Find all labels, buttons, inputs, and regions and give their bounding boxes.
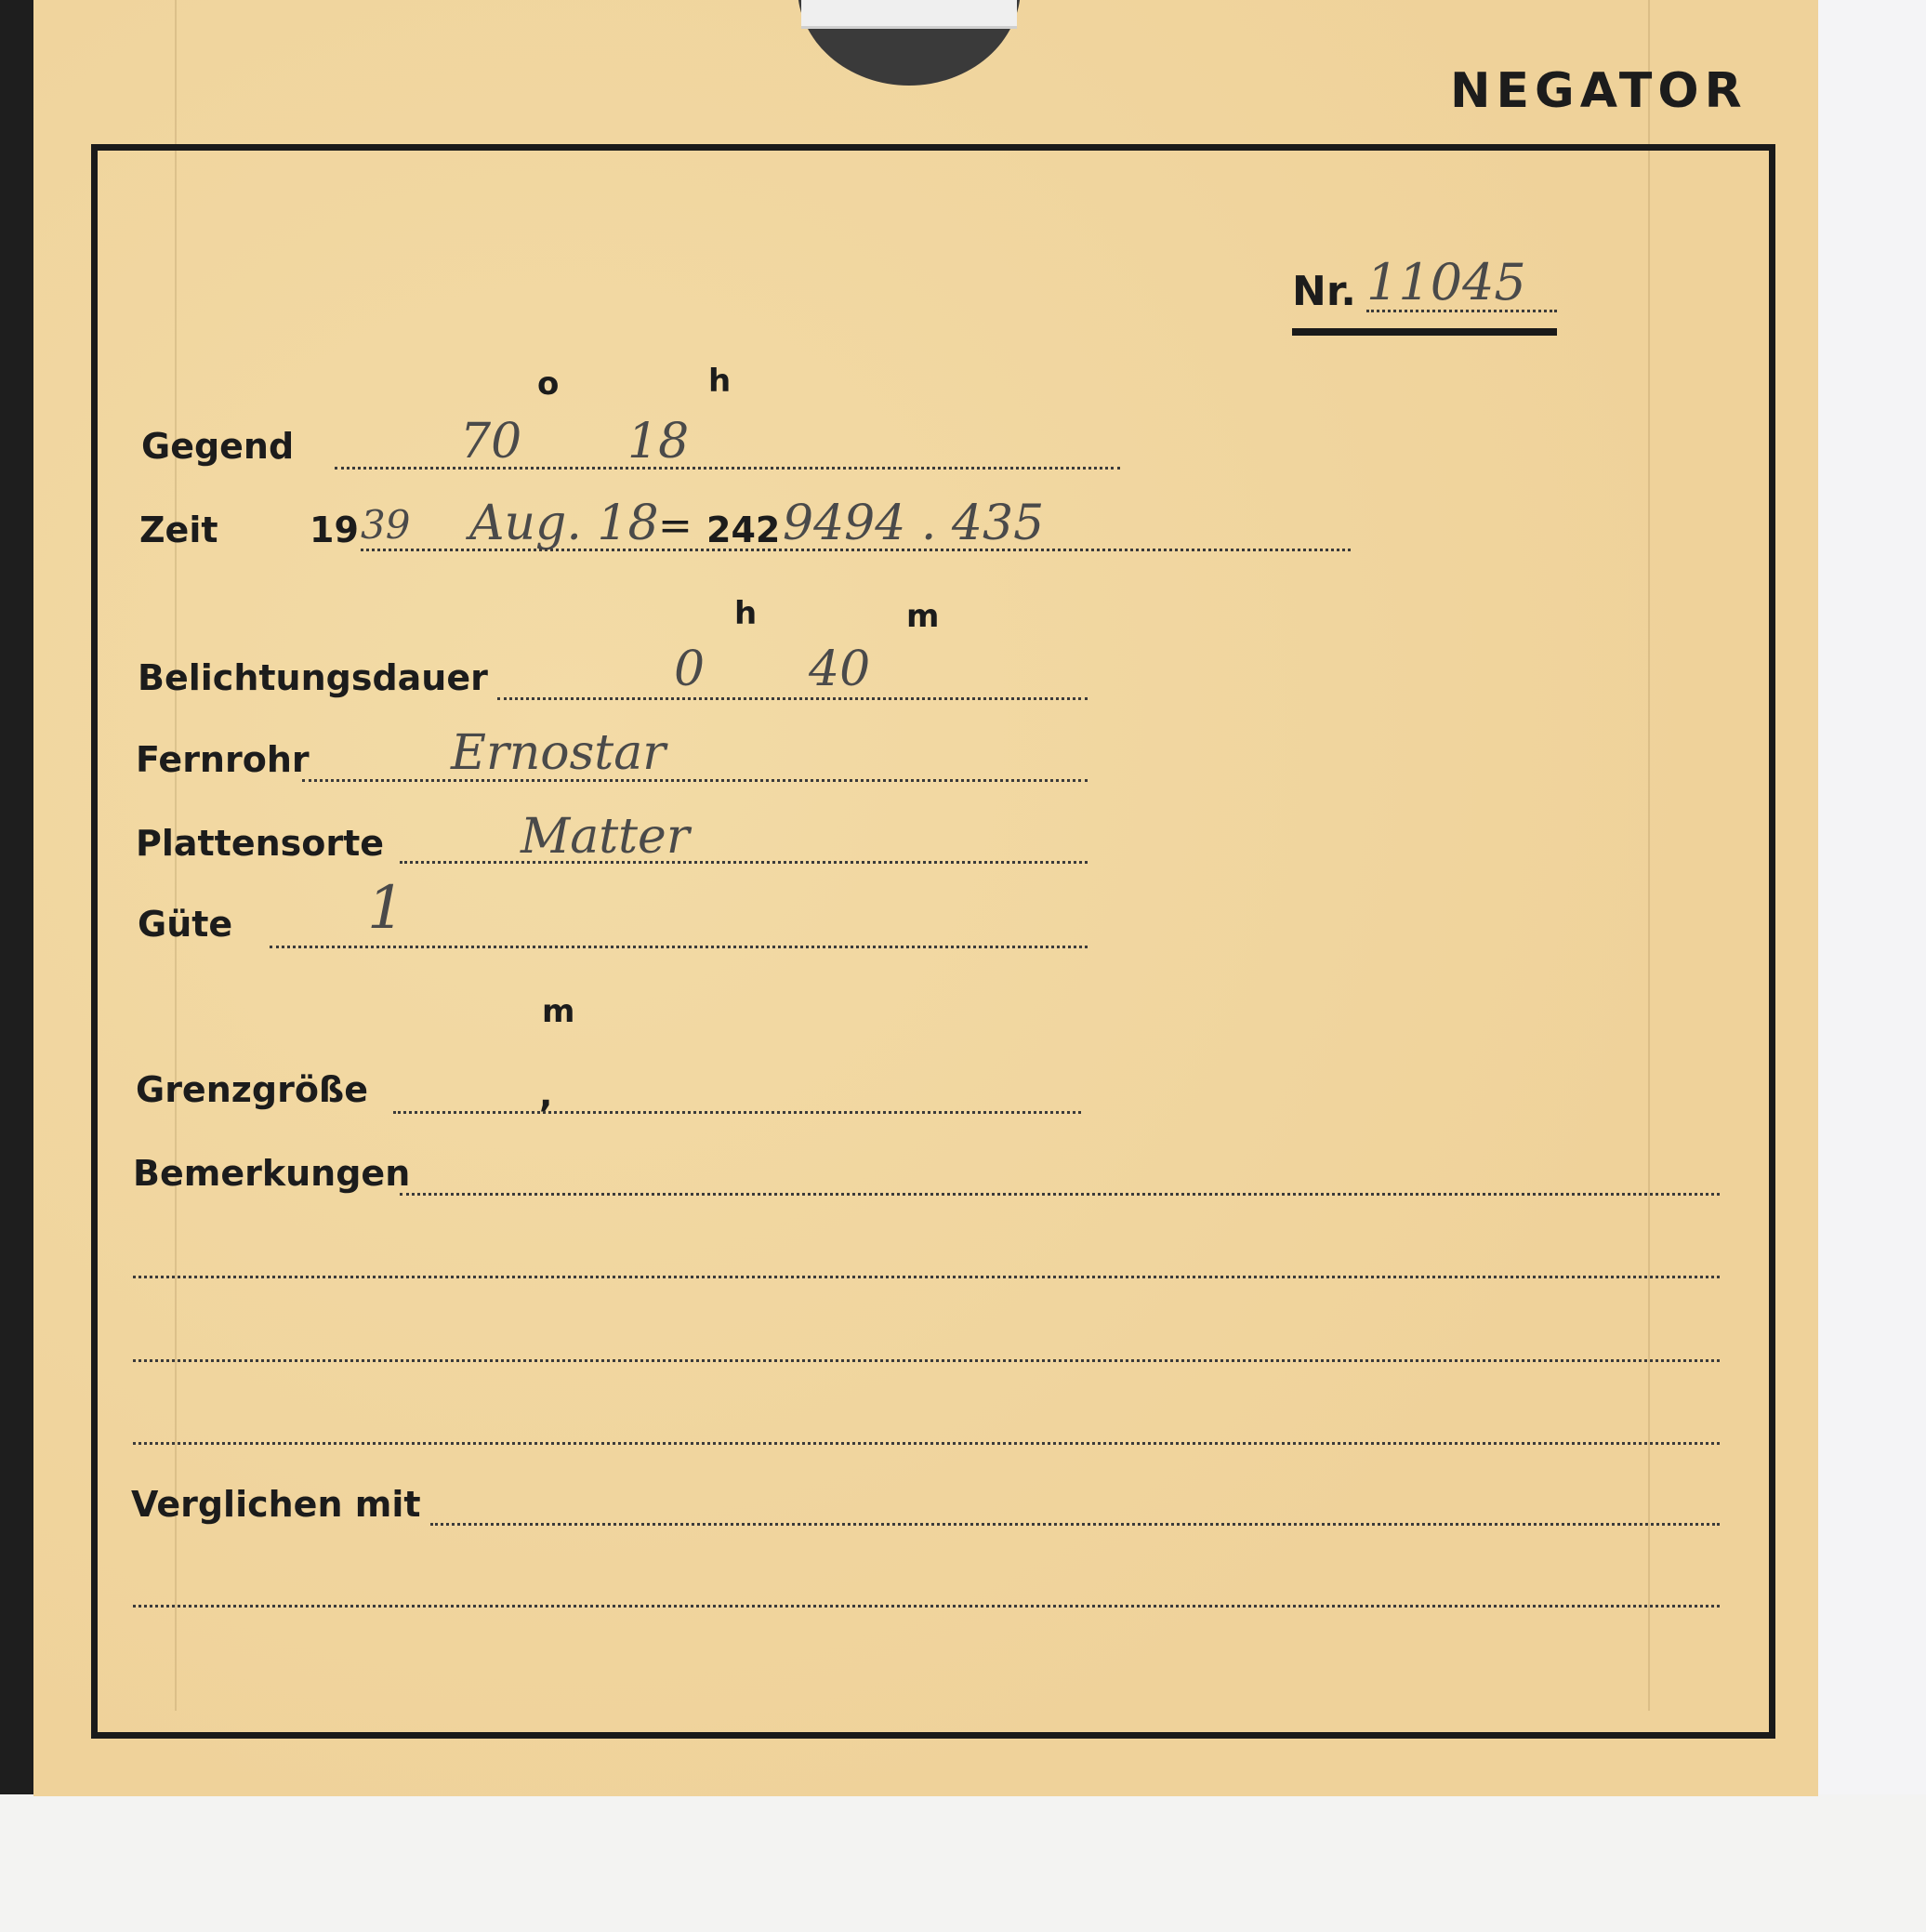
number-dotted-line: [1366, 310, 1557, 312]
zeit-jd-value: 9494 . 435: [783, 496, 1045, 551]
belichtung-label: Belichtungsdauer: [138, 657, 488, 698]
guete-label: Güte: [138, 904, 233, 945]
plattensorte-value: Matter: [521, 809, 690, 865]
plattensorte-label: Plattensorte: [136, 823, 385, 864]
fernrohr-dotted-line: [302, 779, 1088, 782]
bemerkungen-dotted-line-2: [133, 1276, 1720, 1278]
brand-title: NEGATOR: [1450, 63, 1748, 119]
scan-background-bottom: [0, 1794, 1926, 1932]
zeit-year-suffix: 39: [361, 502, 411, 548]
number-value: 11045: [1366, 253, 1526, 311]
bemerkungen-dotted-line-4: [133, 1442, 1720, 1445]
scanner-edge: [0, 0, 35, 1804]
verglichen-dotted-line-1: [430, 1523, 1720, 1526]
verglichen-dotted-line-2: [133, 1605, 1720, 1608]
gegend-degree-mark: o: [537, 365, 560, 403]
belichtung-minute-mark: m: [906, 598, 940, 635]
belichtung-minutes: 40: [809, 642, 871, 697]
bemerkungen-dotted-line-1: [400, 1193, 1720, 1196]
grenzgroesse-comma: ,: [539, 1074, 553, 1115]
bemerkungen-dotted-line-3: [133, 1359, 1720, 1362]
belichtung-hour-mark: h: [734, 595, 758, 632]
zeit-jd-prefix: 242: [706, 509, 781, 550]
scan-background-right: [1817, 0, 1926, 1804]
number-label: Nr.: [1292, 268, 1356, 315]
zeit-label: Zeit: [139, 509, 218, 550]
guete-dotted-line: [270, 946, 1088, 948]
plattensorte-dotted-line: [400, 861, 1088, 864]
gegend-value-1: 70: [460, 414, 522, 470]
gegend-label: Gegend: [141, 426, 295, 467]
belichtung-dotted-line: [497, 697, 1088, 700]
grenzgroesse-label: Grenzgröße: [136, 1069, 369, 1110]
gegend-value-2: 18: [627, 414, 690, 470]
gegend-dotted-line: [335, 467, 1120, 470]
zeit-year-prefix: 19: [310, 509, 359, 550]
grenzgroesse-dotted-line: [393, 1111, 1081, 1114]
grenzgroesse-magnitude-mark: m: [542, 993, 575, 1030]
number-underline: [1292, 328, 1557, 336]
belichtung-hours: 0: [674, 642, 706, 697]
fernrohr-label: Fernrohr: [136, 739, 310, 780]
zeit-dotted-line: [361, 549, 1351, 551]
verglichen-label: Verglichen mit: [131, 1484, 421, 1525]
fernrohr-value: Ernostar: [451, 725, 666, 781]
gegend-hour-mark: h: [708, 363, 732, 400]
zeit-equals: =: [658, 502, 693, 549]
zeit-date: Aug. 18: [469, 496, 659, 551]
plate-edge: [801, 0, 1017, 29]
bemerkungen-label: Bemerkungen: [133, 1153, 411, 1194]
guete-value: 1: [367, 874, 405, 943]
